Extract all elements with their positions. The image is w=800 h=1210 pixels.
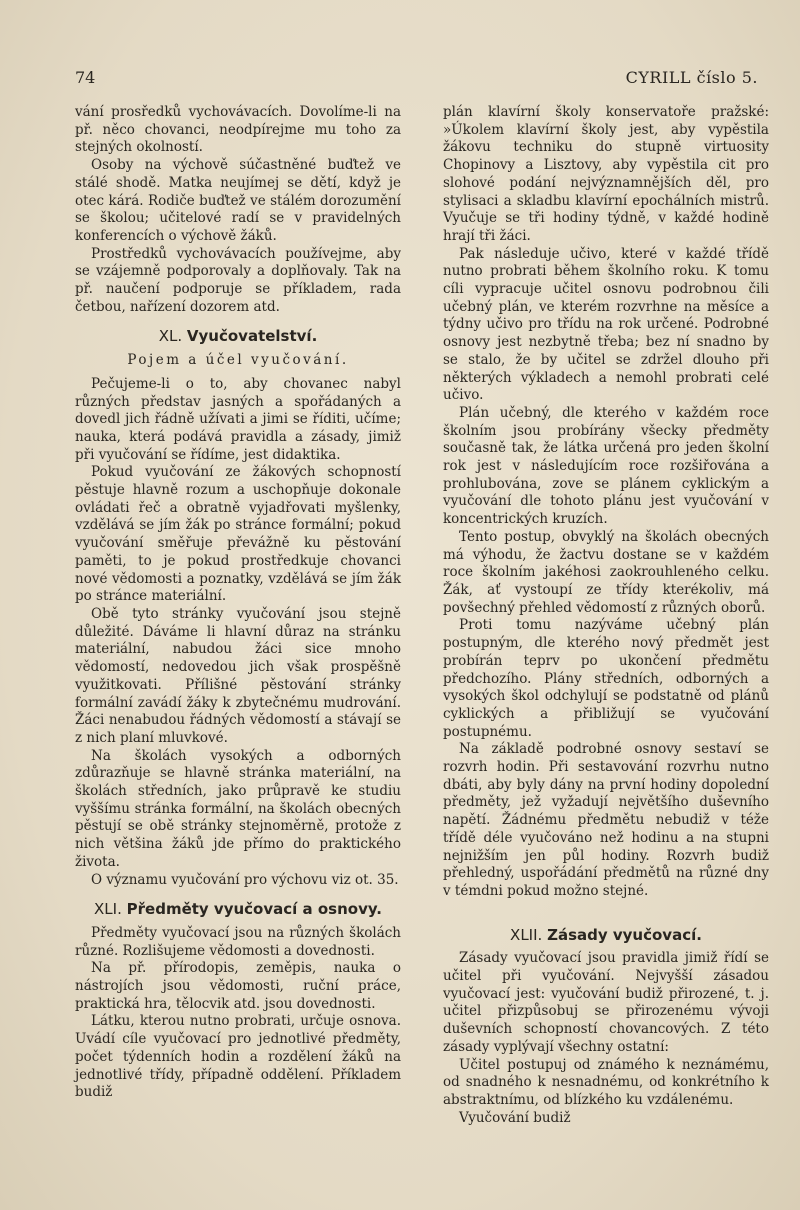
right-column [443, 104, 769, 1127]
section-heading-xlii [443, 927, 769, 945]
left-column [75, 104, 401, 1127]
section-heading-xli [75, 901, 401, 919]
running-title: CYRILL číslo 5. [625, 68, 758, 87]
paragraph: Prostředků vychovávacích používejme, aby se vzájemně podporovaly a doplňovaly. Tak na př. naučení podporuje se příkladem, rada četbou, nařízení dozorem atd. [75, 245, 401, 315]
paragraph: Pokud vyučování ze žákových schopností pěstuje hlavně rozum a uschopňuje dokonale ovládati řeč a obratně vyjadřovati myšlenky, vzdělává se jím žák po stránce formální; pokud vyučování směřuje převážně ku pěstování paměti, to je pokud prostředkuje chovanci nové vědomosti a poznatky, vzdělává se jím žák po stránce materiální. [75, 464, 401, 605]
paragraph: Pečujeme-li o to, aby chovanec nabyl různých představ jasných a spořádaných a dovedl jich řádně užívati a jimi se říditi, učíme; nauka, která podává pravidla a zásady, jimiž při vyučování se řídíme, jest didaktika. [75, 375, 401, 463]
subheading: Pojem a účel vyučování. [127, 352, 349, 369]
paragraph: Předměty vyučovací jsou na různých školách různé. Rozlišujeme vědomosti a dovednosti. [75, 924, 401, 959]
paragraph: Proti tomu nazýváme učebný plán postupným, dle kterého nový předmět jest probírán teprv po ukončení předmětu předchozího. Plány středních, odborných a vysokých škol odchylují se podstatně od plánů cyklických a přibližují se vyučování postupnému. [443, 617, 769, 740]
paragraph: Pak následuje učivo, které v každé třídě nutno probrati během školního roku. K tomu cíli vypracuje učitel osnovu podrobnou čili učebný plán, ve kterém rozvrhne na měsíce a týdny učivo pro třídu na rok určené. Podrobné osnovy jest nezbytně třeba; bez ní snadno by se stalo, že by učitel se zdržel dlouho při některých výkladech a nemohl probrati celé učivo. [443, 245, 769, 404]
paragraph: Obě tyto stránky vyučování jsou stejně důležité. Dáváme li hlavní důraz na stránku materiální, nabudou žáci sice mnoho vědomostí, nedovedou jich však prospěšně využitkovati. Přílišné pěstování stránky formální zavádí žáky k zbytečnému mudrování. Žáci nenabudou řádných vědomostí a stávají se z nich planí mluvkové. [75, 605, 401, 746]
section-number: XLI. [94, 900, 122, 919]
section-heading-xl [75, 328, 401, 346]
paragraph: Na základě podrobné osnovy sestaví se rozvrh hodin. Při sestavování rozvrhu nutno dbáti, aby byly dány na první hodiny dopolední předměty, jež vyžadují největšího duševního napětí. Žádnému předmětu nebudiž v téže třídě déle vyučováno než hodinu a na stupni nejnižším jen půl hodiny. Rozvrh budiž přehledný, uspořádání předmětů na různé dny v témdni pokud možno stejné. [443, 741, 769, 899]
paragraph: O významu vyučování pro výchovu viz ot. 35. [91, 871, 399, 888]
paragraph: plán klavírní školy konservatoře pražské: »Úkolem klavírní školy jest, aby vypěstila žákovu techniku do stupně virtuosity Chopinovy a Lisztovy, aby vypěstila cit pro slohové podání nejvýznamnějších děl, pro stylisaci a skladbu klavírní epochálních mistrů. Vyučuje se tři hodiny týdně, v každé hodině hrají tři žáci. [443, 104, 769, 244]
paragraph: Učitel postupuj od známého k neznámému, od snadného k nesnadnému, od konkrétního k abstraktnímu, od blízkého ku vzdálenému. [443, 1056, 769, 1108]
section-title: Vyučovatelství. [186, 327, 318, 346]
paragraph: Plán učebný, dle kterého v každém roce školním jsou probírány všecky předměty současně tak, že látka určená pro jeden školní rok jest v následujícím roce rozšiřována a prohlubována, zove se plánem cyklickým a vyučování dle tohoto plánu jest vyučování v koncentrických kruzích. [443, 404, 769, 528]
section-title: Zásady vyučovací. [547, 925, 702, 944]
paragraph: Na př. přírodopis, zeměpis, nauka o nástrojích jsou vědomosti, ruční práce, praktická hra, tělocvik atd. jsou dovednosti. [75, 960, 401, 1012]
page-header [75, 68, 758, 92]
paragraph: Tento postup, obvyklý na školách obecných má výhodu, že žactvu dostane se v každém roce školním jakéhosi zaokrouhleného celku. Žák, ať vystoupí ze třídy kterékoliv, má povšechný přehled vědomostí z různých oborů. [443, 528, 769, 616]
page-number: 74 [75, 68, 96, 87]
section-number: XL. [158, 327, 183, 346]
section-number: XLII. [510, 925, 543, 944]
paragraph: Na školách vysokých a odborných zdůrazňuje se hlavně stránka materiální, na školách středních, jako průpravě ke studiu vyššímu stránka formální, na školách obecných pěstují se obě stránky stejnoměrně, protože z nich většina žáků jde přímo do praktického života. [75, 747, 401, 870]
paragraph: vání prosředků vychovávacích. Dovolíme-li na př. něco chovanci, neodpírejme mu toho za stejných okolností. [75, 104, 401, 156]
paragraph: Vyučování budiž [459, 1109, 571, 1126]
section-title: Předměty vyučovací a osnovy. [126, 900, 382, 919]
paragraph: Zásady vyučovací jsou pravidla jimiž řídí se učitel při vyučování. Nejvyšší zásadou vyučovací jest: vyučování budiž přirozené, t. j. učitel přizpůsobuj se přirozenému vývoji duševních schopností chovancových. Z této zásady vyplývají všechny ostatní: [443, 950, 769, 1055]
paragraph: Osoby na výchově súčastněné buďtež ve stálé shodě. Matka neujímej se dětí, když je otec kárá. Rodiče buďtež ve stálém dorozumění se školou; učitelové radí se v pravidelných konferencích o výchově žáků. [75, 157, 401, 244]
paragraph: Látku, kterou nutno probrati, určuje osnova. Uvádí cíle vyučovací pro jednotlivé předměty, počet týdenních hodin a rozdělení žáků na jednotlivé třídy, případně oddělení. Příkladem budiž [75, 1013, 401, 1101]
text-columns [75, 104, 770, 1127]
